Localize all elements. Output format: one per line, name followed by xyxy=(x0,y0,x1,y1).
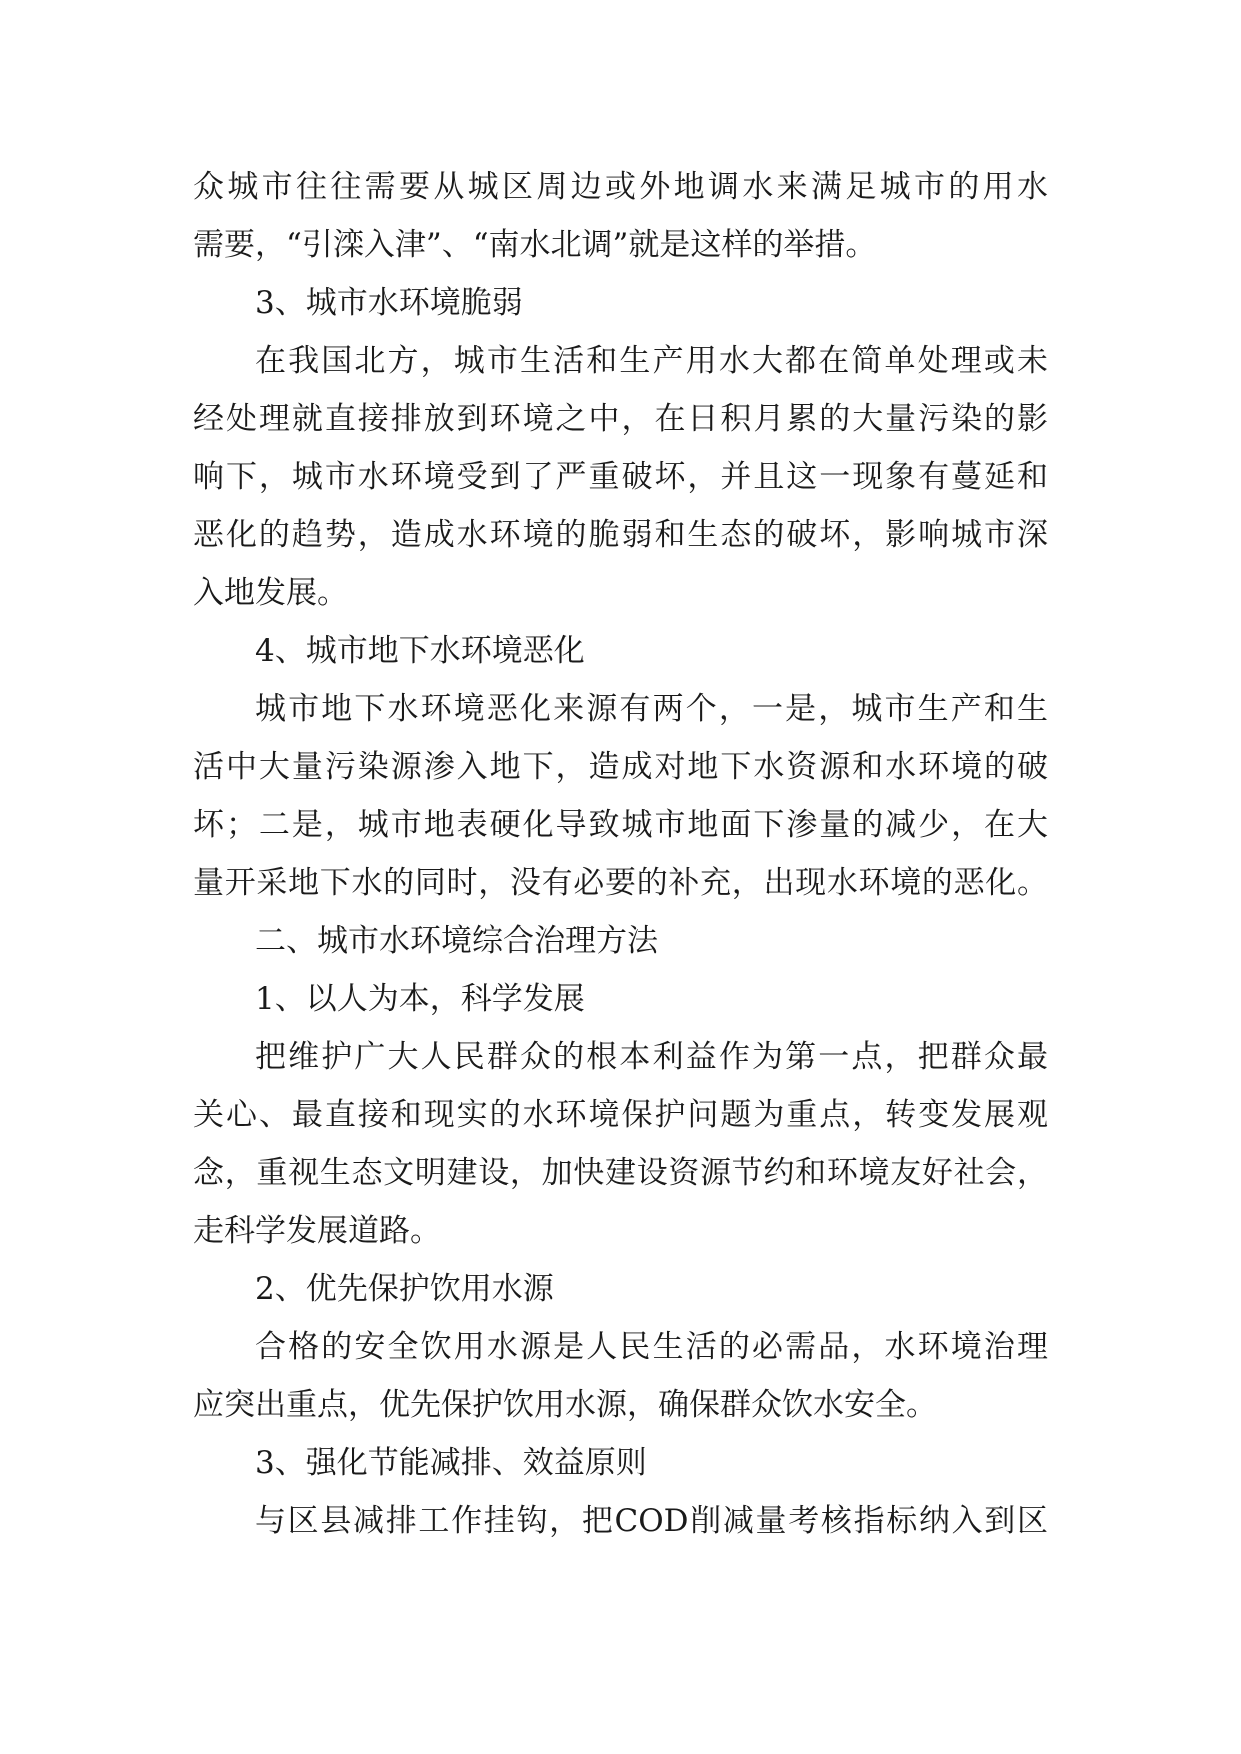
paragraph-first-line: 城市地下水环境恶化来源有两个，一是，城市生产和生 xyxy=(255,691,1048,727)
text-line: 活中大量污染源渗入地下，造成对地下水资源和水环境的破 xyxy=(193,749,1048,785)
text-line: 需要，“引滦入津”、“南水北调”就是这样的举措。 xyxy=(193,227,877,263)
paragraph-first-line: 与区县减排工作挂钩，把COD削减量考核指标纳入到区 xyxy=(255,1503,1048,1539)
text-line: 关心、最直接和现实的水环境保护问题为重点，转变发展观 xyxy=(193,1097,1048,1133)
section-heading: 1、以人为本，科学发展 xyxy=(255,981,585,1017)
section-heading: 3、城市水环境脆弱 xyxy=(255,285,523,321)
text-line: 众城市往往需要从城区周边或外地调水来满足城市的用水 xyxy=(193,169,1048,205)
text-line: 恶化的趋势，造成水环境的脆弱和生态的破坏，影响城市深 xyxy=(193,517,1048,553)
text-line: 坏；二是，城市地表硬化导致城市地面下渗量的减少，在大 xyxy=(193,807,1048,843)
chapter-heading: 二、城市水环境综合治理方法 xyxy=(255,923,658,959)
text-line: 入地发展。 xyxy=(193,575,348,611)
section-heading: 3、强化节能减排、效益原则 xyxy=(255,1445,647,1481)
paragraph-first-line: 在我国北方，城市生活和生产用水大都在简单处理或未 xyxy=(255,343,1048,379)
section-heading: 2、优先保护饮用水源 xyxy=(255,1271,554,1307)
document-body xyxy=(193,158,1048,1550)
text-line: 走科学发展道路。 xyxy=(193,1213,441,1249)
text-line: 响下，城市水环境受到了严重破坏，并且这一现象有蔓延和 xyxy=(193,459,1048,495)
text-line: 应突出重点，优先保护饮用水源，确保群众饮水安全。 xyxy=(193,1387,937,1423)
text-line: 量开采地下水的同时，没有必要的补充，出现水环境的恶化。 xyxy=(193,865,1048,901)
text-line: 念，重视生态文明建设，加快建设资源节约和环境友好社会， xyxy=(193,1155,1048,1191)
section-heading: 4、城市地下水环境恶化 xyxy=(255,633,585,669)
paragraph-first-line: 把维护广大人民群众的根本利益作为第一点，把群众最 xyxy=(255,1039,1048,1075)
text-line: 经处理就直接排放到环境之中，在日积月累的大量污染的影 xyxy=(193,401,1048,437)
paragraph-first-line: 合格的安全饮用水源是人民生活的必需品，水环境治理 xyxy=(255,1329,1048,1365)
